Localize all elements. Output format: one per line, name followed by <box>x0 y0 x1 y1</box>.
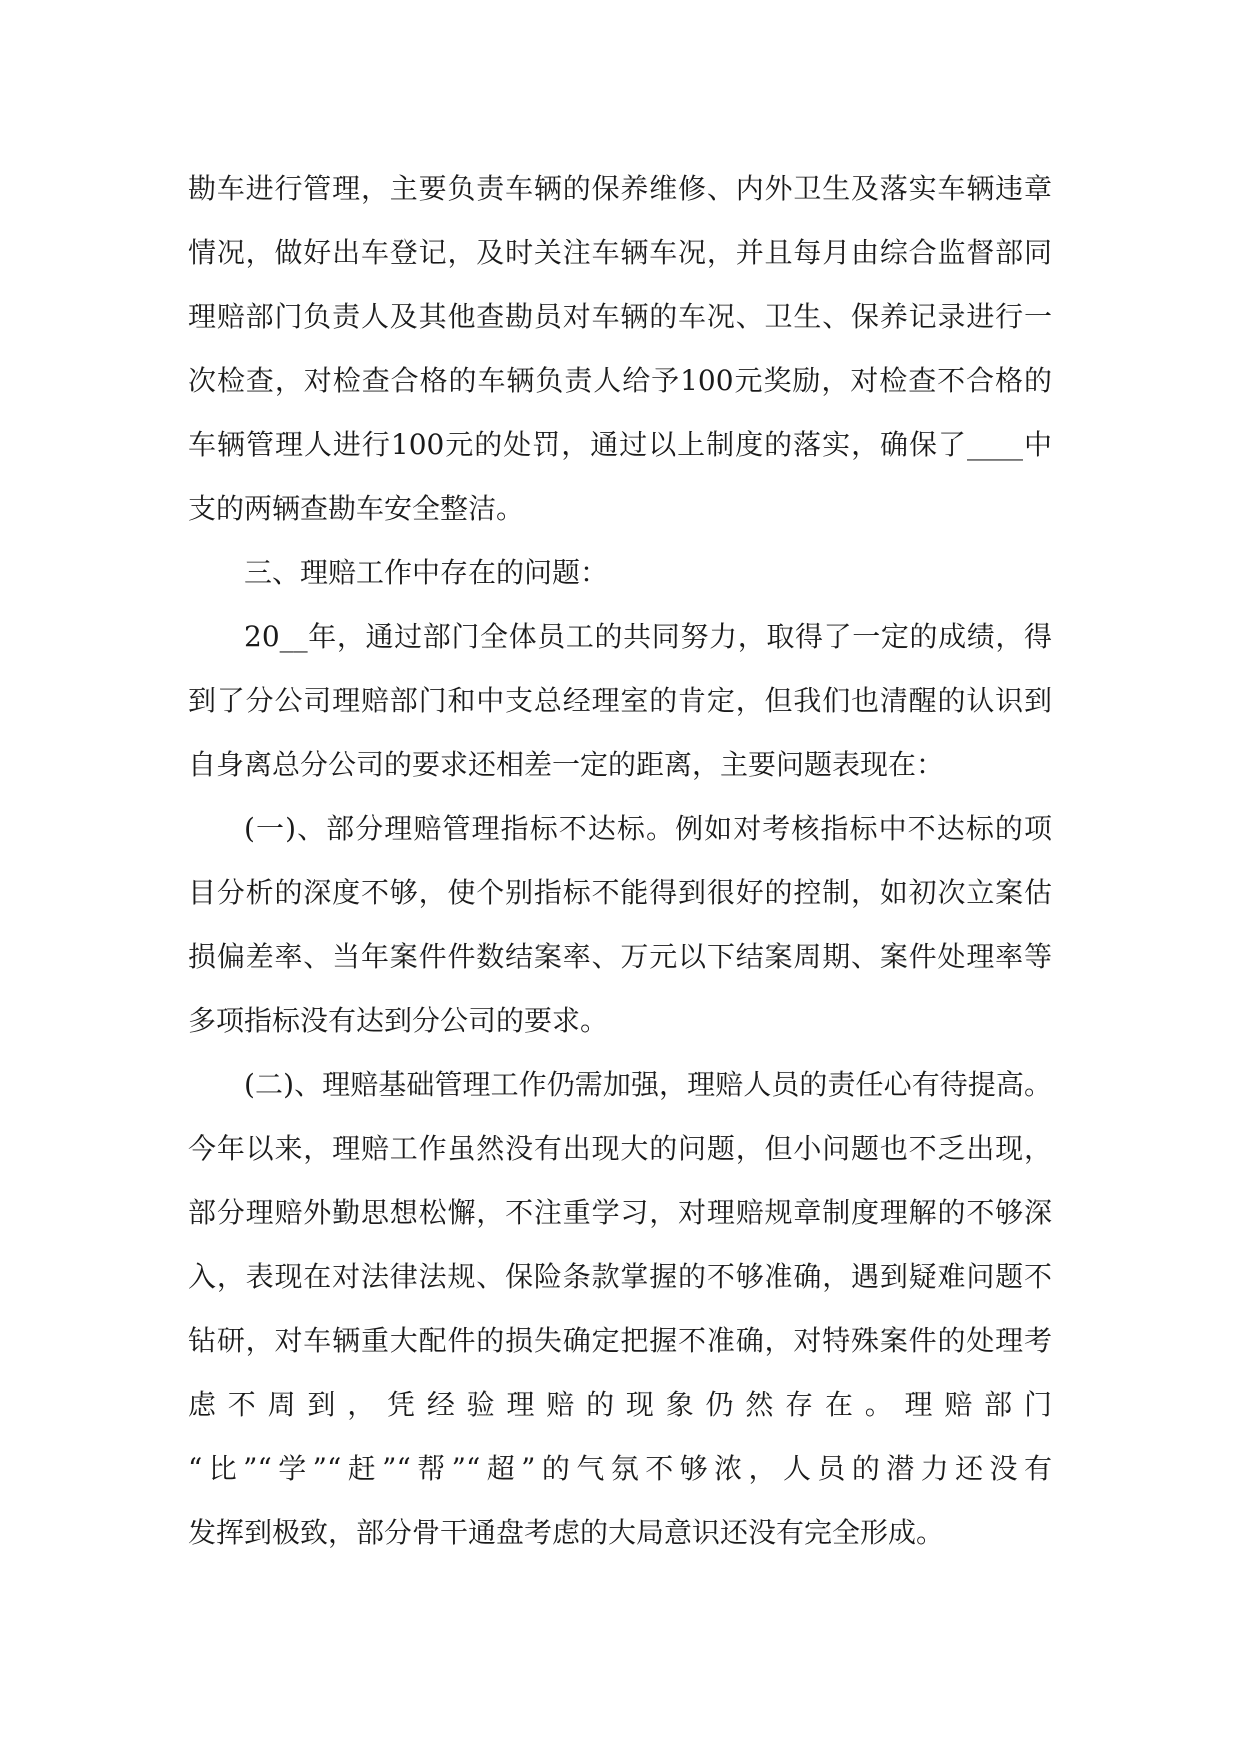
text-line: 情况，做好出车登记，及时关注车辆车况，并且每月由综合监督部同 <box>188 236 1052 269</box>
text-line: 入，表现在对法律法规、保险条款掌握的不够准确，遇到疑难问题不 <box>188 1260 1052 1293</box>
text-line: 次检查，对检查合格的车辆负责人给予100元奖励，对检查不合格的 <box>188 364 1052 397</box>
paragraph-item-two <box>188 1053 1052 1565</box>
text-line: 支的两辆查勘车安全整洁。 <box>188 492 525 525</box>
text-line: 今年以来，理赔工作虽然没有出现大的问题，但小问题也不乏出现， <box>188 1132 1052 1165</box>
document-body <box>188 157 1052 1565</box>
text-line: (一)、部分理赔管理指标不达标。例如对考核指标中不达标的项 <box>244 812 1052 845</box>
heading-text: 三、理赔工作中存在的问题： <box>244 556 609 589</box>
text-line: 到了分公司理赔部门和中支总经理室的肯定，但我们也清醒的认识到 <box>188 684 1052 717</box>
section-heading-problems <box>188 541 1052 605</box>
text-line: 多项指标没有达到分公司的要求。 <box>188 1004 609 1037</box>
text-line: 发挥到极致，部分骨干通盘考虑的大局意识还没有完全形成。 <box>188 1516 945 1549</box>
text-line: 部分理赔外勤思想松懈，不注重学习，对理赔规章制度理解的不够深 <box>188 1196 1052 1229</box>
text-line: (二)、理赔基础管理工作仍需加强，理赔人员的责任心有待提高。 <box>244 1068 1052 1101</box>
text-line: 自身离总分公司的要求还相差一定的距离，主要问题表现在： <box>188 748 945 781</box>
text-line: 损偏差率、当年案件件数结案率、万元以下结案周期、案件处理率等 <box>188 940 1052 973</box>
text-line: 目分析的深度不够，使个别指标不能得到很好的控制，如初次立案估 <box>188 876 1052 909</box>
paragraph-item-one <box>188 797 1052 1053</box>
paragraph-vehicle-management <box>188 157 1052 541</box>
text-line: “比”“学”“赶”“帮”“超”的气氛不够浓，人员的潜力还没有 <box>188 1452 1052 1485</box>
text-line: 虑不周到，凭经验理赔的现象仍然存在。理赔部门 <box>188 1388 1052 1421</box>
paragraph-summary <box>188 605 1052 797</box>
text-line: 车辆管理人进行100元的处罚，通过以上制度的落实，确保了____中 <box>188 428 1052 461</box>
text-line: 20__年，通过部门全体员工的共同努力，取得了一定的成绩，得 <box>244 620 1052 653</box>
text-line: 勘车进行管理，主要负责车辆的保养维修、内外卫生及落实车辆违章 <box>188 172 1052 205</box>
text-line: 理赔部门负责人及其他查勘员对车辆的车况、卫生、保养记录进行一 <box>188 300 1052 333</box>
text-line: 钻研，对车辆重大配件的损失确定把握不准确，对特殊案件的处理考 <box>188 1324 1052 1357</box>
